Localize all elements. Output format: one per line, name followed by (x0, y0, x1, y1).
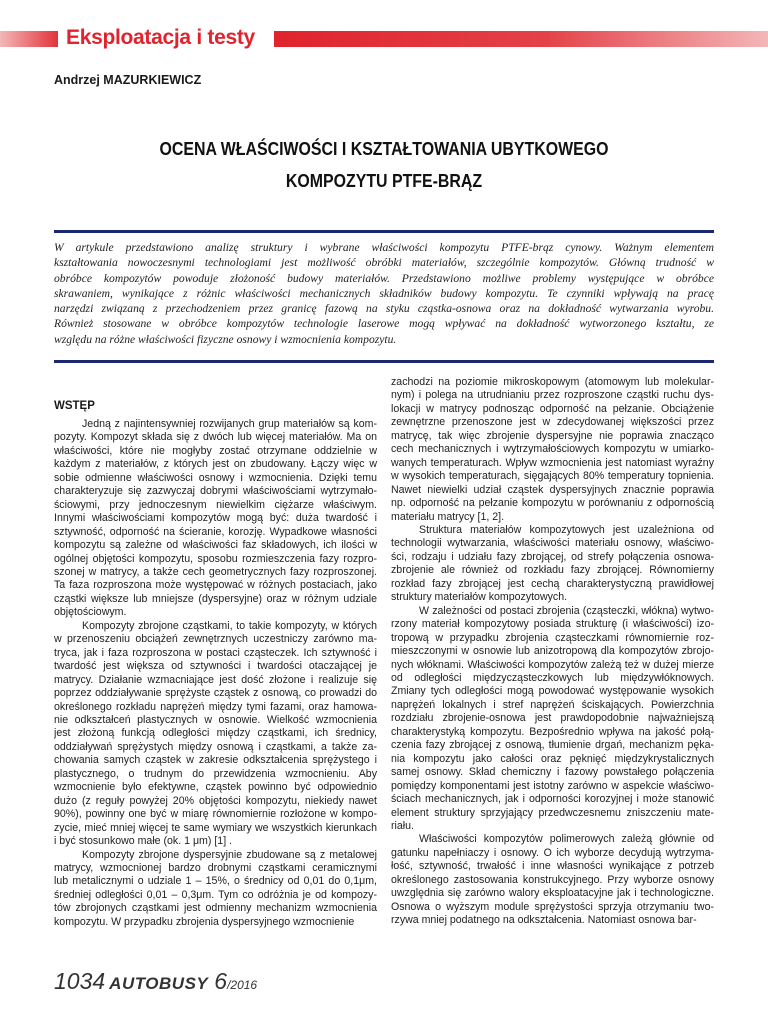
text-line: ści, rodzaju i udziału fazy zbrojącej, od strefy połączenia osnowa- (391, 550, 714, 563)
text-line: charakterystyką kompozytu. Bezpośrednio wpływa na jakość połą- (391, 725, 714, 738)
text-line: średniej odległości 0,01 – 0,3μm. Tym co odróżnia je od kompozy- (54, 888, 377, 901)
text-line: ściowymi, przy jednoczesnym niewielkim ciężarze właściwym. (54, 498, 377, 511)
section-heading: WSTĘP (54, 400, 95, 412)
text-line: nie odkształceń plastycznych w osnowie. Wielkość wzmocnienia (54, 713, 377, 726)
text-line: nym) i polega na utrudnianiu przez rozproszone cząstki ruchu dys- (391, 389, 714, 402)
text-line: Osnowa o wyższym module sprężystości sprzyja otrzymaniu two- (391, 900, 714, 913)
text-line: Kompozyty zbrojone cząstkami, to takie kompozyty, w których (82, 619, 377, 632)
text-line: chowania samych cząstek w zakresie odkształcenia sprężystego i (54, 754, 377, 767)
text-line: szonej w matrycy, a także cech geometrycznych fazy rozproszonej. (54, 565, 377, 578)
article-title (100, 133, 668, 197)
left-column (54, 418, 377, 929)
text-line: lokacji w matrycy podnosząc odporność na pełzanie. Obciążenie (391, 402, 714, 415)
text-line: oddziaływań sprężystych między osnową i cząstkami, a także za- (54, 740, 377, 753)
magazine-name: AUTOBUSY (109, 974, 209, 993)
text-line: element struktury sprzyjający przedwczesnemu zniszczeniu mate- (391, 806, 714, 819)
text-line: Ta faza rozproszona może występować w różnych postaciach, jako (54, 579, 377, 592)
abstract-line: W artykule przedstawiono analizę struktury i wybrane właściwości kompozytu PTFE-brąz cynowy. Ważnym elementem (54, 241, 714, 254)
text-line: tropową w przypadku zbrojenia cząsteczkami równomiernie roz- (391, 631, 714, 644)
text-line: Nawet niewielki udział cząstek dyspersyjnych znacznie poprawia (391, 483, 714, 496)
text-line: sztywność, odporność na ścieranie, korozję. Wypadkowe własności (54, 525, 377, 538)
top-rule (54, 230, 714, 233)
text-line: gatunku napełniaczy i osnowy. O ich wyborze decydują wytrzyma- (391, 846, 714, 859)
abstract-line: obróbce kompozytów powoduje złożoność budowy materiałów. Przedstawiono możliwe problemy występujące w obróbce (54, 271, 714, 285)
text-line: objętościowym. (54, 606, 127, 619)
header-bar-left (0, 31, 58, 47)
text-line: określonego zastosowania konstrukcyjnego. Przy wyborze osnowy (391, 873, 714, 886)
text-line: tryca, jak i faza rozproszona w postaci cząsteczek. Ich sztywność i (54, 646, 377, 659)
abstract-line: względu na różne właściwości fizyczne osnowy i wzmocnienia kompozytu. (54, 332, 397, 346)
text-line: ogólnej objętości kompozytu, sposobu rozmieszczenia fazy rozpro- (54, 552, 377, 565)
text-line: np. odporność na pełzanie kompozytu w porównaniu z odpornością (391, 497, 714, 510)
text-line: charakteryzuje się zazwyczaj dobrymi właściwościami wytrzymało- (54, 485, 377, 498)
text-line: Innymi właściwościami kompozytów mogą być: duża twardość i (54, 512, 377, 525)
text-line: plastycznego, o trudnym do przewidzenia wzmocnieniu. Aby (54, 767, 377, 780)
text-line: wanych temperaturach. Wpływ wzmocnienia jest natomiast wyraźny (391, 456, 714, 469)
text-line: właściwości, które nie mogłyby zostać otrzymane oddzielnie w (54, 444, 377, 457)
text-line: riału. (391, 819, 414, 832)
text-line: pomiędzy komponentami jest istotny zarówno w aspekcie właściwo- (391, 779, 714, 792)
text-line: w przenoszeniu obciążeń zewnętrznych uczestniczy zarówno ma- (54, 633, 377, 646)
abstract (54, 240, 714, 347)
page-number: 1034 (54, 968, 106, 994)
text-line: łość, sztywność, trwałość i inne własności wynikające z potrzeb (391, 860, 714, 873)
text-line: matrycę, tak więc zbrojenie dyspersyjne nie poprawia znacząco (391, 429, 714, 442)
text-line: mieszczonymi w osnowie lub anizotropową dla kompozytów zbrojo- (391, 645, 714, 658)
text-line: Jedną z najintensywniej rozwijanych grup materiałów są kom- (82, 418, 377, 430)
text-line: tów zbrojonych cząstkami jest odmienny mechanizm wzmocnienia (54, 902, 377, 915)
text-line: twardość jest większa od sztywności i twardości otaczającej je (54, 660, 377, 673)
text-line: lub metalicznymi o udziale 1 – 15%, o średnicy od 0,01 do 0,1μm, (54, 875, 377, 888)
text-line: rozdziału zbrojenie-osnowa jest prawdopodobnie najważniejszą (391, 712, 714, 725)
section-title: Eksploatacja i testy (66, 26, 255, 49)
text-line: nia kompozytu jako całości oraz pęknięć międzykrystalicznych (391, 752, 714, 765)
text-line: naprężeń lokalnych i stref naprężeń ściskających. Powierzchnia (391, 698, 714, 711)
text-line: technologii wytwarzania, właściwości materiału osnowy, właściwo- (391, 537, 714, 550)
issue-number: 6 (214, 968, 228, 994)
title-line-1: OCENA WŁAŚCIWOŚCI I KSZTAŁTOWANIA UBYTKOWEGO (159, 138, 609, 159)
text-line: 90%), powinny one być w miarę równomiernie rozłożone w kompo- (54, 808, 377, 821)
text-line: cząstki większe lub mniejsze (dyspersyjne) oraz w różnym udziale (54, 592, 377, 605)
text-line: matrycy, wzmocnionej bardzo drobnymi cząstkami ceramicznymi (54, 861, 377, 874)
right-column (391, 376, 714, 928)
text-line: rzywa mniej podatnego na odkształcenia. Natomiast osnowa bar- (391, 914, 697, 927)
text-line: struktury materiałów kompozytowych. (391, 591, 568, 604)
text-line: zachodzi na poziomie mikroskopowym (atomowym lub molekular- (391, 376, 714, 388)
text-line: Właściwości kompozytów polimerowych zależą głównie od (419, 833, 714, 846)
text-line: zycie, mieć mniej więcej te same wymiary we wszystkich kierunkach (54, 821, 377, 834)
text-line: od odległości międzycząsteczkowych lub międzywłóknowych. (391, 671, 714, 684)
text-line: jest złożoną funkcją odległości między cząstkami, ich średnicy, (54, 727, 377, 740)
text-line: Zmiany tych odległości mogą powodować występowanie wysokich (391, 685, 714, 698)
text-line: nych włóknami. Właściwości kompozytów zależą też w dużej mierze (391, 658, 714, 671)
text-line: Kompozyty zbrojone dyspersyjnie zbudowane są z metalowej (82, 848, 377, 861)
text-line: w wysokich temperaturach, sięgających 80% temperatury topnienia. (391, 470, 714, 483)
text-line: pozyty. Kompozyt składa się z dwóch lub więcej materiałów. Ma on (54, 431, 377, 444)
text-line: zewnętrzne przenoszone jest w zdecydowanej większości przez (391, 416, 714, 429)
abstract-line: kształtowania nowoczesnymi technologiami jest możliwość obróbki materiałów, szczególnie kompozytów. Główną trudność w (54, 256, 714, 270)
abstract-line: narzędzi związaną z przechodzeniem przez granicę fazową na styku cząstka-osnowa oraz na dokładność wytwarzania wyrobu. (54, 302, 714, 316)
text-line: W zależności od postaci zbrojenia (cząsteczki, włókna) wytwo- (419, 604, 714, 617)
text-line: każdym z materiałów, z których jest on zbudowany. Łączy więc w (54, 458, 377, 471)
text-line: i być stosunkowo małe (ok. 1 μm) [1] . (54, 835, 233, 848)
abstract-line: Również stosowane w obróbce kompozytów technologie laserowe mogą wpływać na dokładność wytworzonego kształtu, ze (54, 317, 714, 331)
text-line: poprzez oddziaływanie sprężyste cząstek z osnową, co prowadzi do (54, 687, 377, 700)
text-line: określonego rozkładu naprężeń między tymi fazami, oraz hamowa- (54, 700, 377, 713)
text-line: sobie odmienne właściwości osnowy i wzmocnienia. Dzięki temu (54, 471, 377, 484)
text-line: uwzględnia się zarówno walory eksploatacyjne jak i technologiczne. (391, 887, 714, 900)
header-bar-right (274, 31, 768, 47)
abstract-line: skrawaniem, wynikające z różnic właściwości mechanicznych składników budowy kompozytu. Te czynniki wpływają na pracę (54, 286, 714, 300)
text-line: dużo (z reguły powyżej 20% objętości kompozytu, niekiedy nawet (54, 794, 377, 807)
text-line: matrycy. Działanie wzmacniające jest dość złożone i realizuje się (54, 673, 377, 686)
text-line: rzony materiał kompozytowy posiada strukturę (i właściwości) izo- (391, 618, 714, 631)
bottom-rule (54, 360, 714, 363)
text-line: wzmocnienie było efektywne, cząstek powinno być odpowiednio (54, 781, 377, 794)
text-line: cech mechanicznych i wytrzymałościowych kompozytu w umiarko- (391, 443, 714, 456)
text-line: samej osnowy. Skład chemiczny i fazowy powstałego połączenia (391, 766, 714, 779)
issue-year: /2016 (227, 978, 258, 992)
text-line: zbrojenie ale również od rozkładu fazy zbrojącej. Równomierny (391, 564, 714, 577)
title-line-2: KOMPOZYTU PTFE-BRĄZ (285, 170, 483, 191)
text-line: kompozytu. W przypadku zbrojenia dyspersyjnego wzmocnienie (54, 915, 355, 928)
author-name: Andrzej MAZURKIEWICZ (54, 73, 202, 87)
text-line: ściach mechanicznych, jak i odporności korozyjnej i może stanowić (391, 793, 714, 806)
text-line: rozkład fazy zbrojącej jest cechą charakterystyczną prawidłowej (391, 577, 714, 590)
text-line: materiału matrycy [1, 2]. (391, 510, 505, 523)
text-line: Struktura materiałów kompozytowych jest uzależniona od (419, 523, 714, 536)
text-line: kompozytu są zależne od właściwości faz składowych, ich ilości w (54, 539, 377, 552)
text-line: czenia fazy zbrojącej z osnową, tłumienie drgań, mechanizm pęka- (391, 739, 714, 752)
page-footer (54, 968, 257, 995)
